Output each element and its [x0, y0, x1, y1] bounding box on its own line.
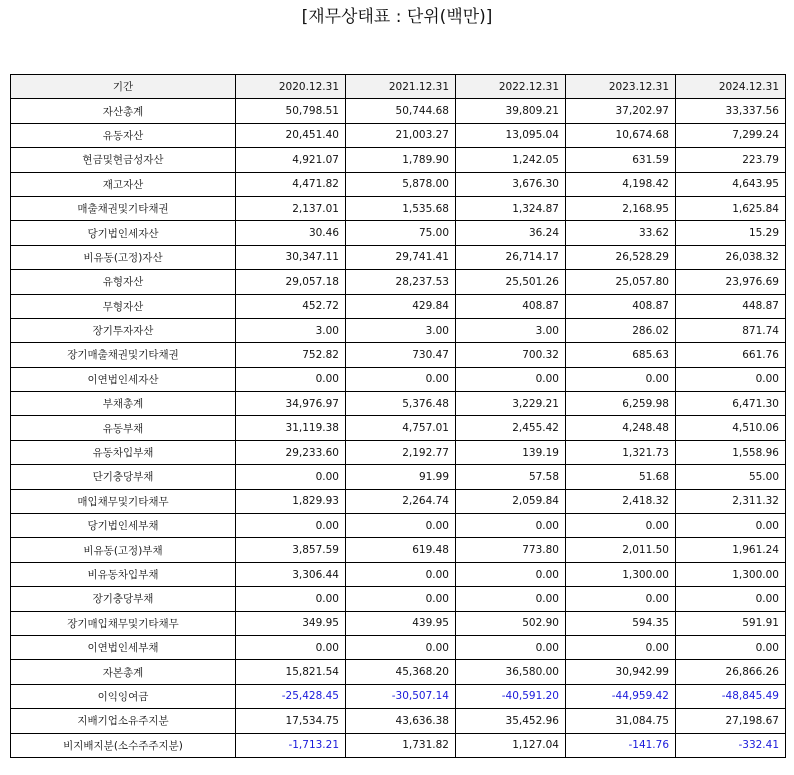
row-label: 유동자산 [11, 123, 236, 147]
row-value-2024: 26,038.32 [676, 245, 786, 269]
table-row [11, 587, 786, 611]
row-value-2021: 91.99 [346, 465, 456, 489]
row-value-2020: 50,798.51 [236, 99, 346, 123]
row-value-2022: 0.00 [456, 514, 566, 538]
row-value-2020: 15,821.54 [236, 660, 346, 684]
row-value-2020: 0.00 [236, 587, 346, 611]
table-row [11, 148, 786, 172]
table-row [11, 123, 786, 147]
table-row [11, 99, 786, 123]
row-value-2022: 1,242.05 [456, 148, 566, 172]
row-value-2020: 3,857.59 [236, 538, 346, 562]
row-value-2020: -25,428.45 [236, 684, 346, 708]
row-value-2023: 286.02 [566, 318, 676, 342]
row-value-2024: 6,471.30 [676, 392, 786, 416]
row-value-2022: 408.87 [456, 294, 566, 318]
row-value-2021: 1,535.68 [346, 196, 456, 220]
row-value-2020: 452.72 [236, 294, 346, 318]
row-value-2020: 3.00 [236, 318, 346, 342]
row-value-2023: 6,259.98 [566, 392, 676, 416]
row-value-2023: 631.59 [566, 148, 676, 172]
row-value-2021: 1,731.82 [346, 733, 456, 757]
row-label: 이연법인세부채 [11, 635, 236, 659]
row-value-2022: 39,809.21 [456, 99, 566, 123]
table-row [11, 172, 786, 196]
row-value-2024: 1,961.24 [676, 538, 786, 562]
row-value-2024: 4,643.95 [676, 172, 786, 196]
header-period-2024: 2024.12.31 [676, 75, 786, 99]
row-value-2021: 2,264.74 [346, 489, 456, 513]
row-value-2020: -1,713.21 [236, 733, 346, 757]
row-value-2023: 4,198.42 [566, 172, 676, 196]
page-title: [재무상태표 : 단위(백만)] [301, 7, 493, 27]
row-value-2020: 4,921.07 [236, 148, 346, 172]
row-value-2021: 28,237.53 [346, 270, 456, 294]
row-value-2020: 30,347.11 [236, 245, 346, 269]
row-label: 유동부채 [11, 416, 236, 440]
table-row [11, 489, 786, 513]
row-label: 지배기업소유주지분 [11, 709, 236, 733]
row-value-2024: 4,510.06 [676, 416, 786, 440]
table-row [11, 416, 786, 440]
row-label: 장기충당부채 [11, 587, 236, 611]
row-value-2021: 75.00 [346, 221, 456, 245]
row-label: 유동차입부채 [11, 440, 236, 464]
row-value-2024: 448.87 [676, 294, 786, 318]
row-value-2020: 3,306.44 [236, 562, 346, 586]
table-row [11, 440, 786, 464]
header-period-2020: 2020.12.31 [236, 75, 346, 99]
row-value-2021: 29,741.41 [346, 245, 456, 269]
row-value-2022: 773.80 [456, 538, 566, 562]
header-period-2021: 2021.12.31 [346, 75, 456, 99]
row-value-2021: 0.00 [346, 562, 456, 586]
row-value-2022: 36,580.00 [456, 660, 566, 684]
header-period-2022: 2022.12.31 [456, 75, 566, 99]
row-label: 무형자산 [11, 294, 236, 318]
row-value-2022: 0.00 [456, 562, 566, 586]
row-value-2021: 429.84 [346, 294, 456, 318]
row-value-2021: 619.48 [346, 538, 456, 562]
table-row [11, 343, 786, 367]
row-value-2021: 1,789.90 [346, 148, 456, 172]
row-value-2021: 439.95 [346, 611, 456, 635]
row-value-2023: 0.00 [566, 635, 676, 659]
table-row [11, 270, 786, 294]
row-value-2021: 5,376.48 [346, 392, 456, 416]
row-value-2024: 0.00 [676, 367, 786, 391]
table-row [11, 465, 786, 489]
row-value-2020: 29,233.60 [236, 440, 346, 464]
row-value-2022: 57.58 [456, 465, 566, 489]
row-value-2024: 33,337.56 [676, 99, 786, 123]
row-value-2023: -44,959.42 [566, 684, 676, 708]
row-value-2023: 33.62 [566, 221, 676, 245]
row-label: 자본총계 [11, 660, 236, 684]
table-row [11, 709, 786, 733]
row-label: 매입채무및기타채무 [11, 489, 236, 513]
row-value-2022: 3,676.30 [456, 172, 566, 196]
row-value-2024: 1,558.96 [676, 440, 786, 464]
row-value-2024: 2,311.32 [676, 489, 786, 513]
table-row [11, 294, 786, 318]
row-label: 당기법인세부채 [11, 514, 236, 538]
row-value-2024: 591.91 [676, 611, 786, 635]
row-value-2022: 35,452.96 [456, 709, 566, 733]
row-value-2024: 27,198.67 [676, 709, 786, 733]
row-value-2023: 1,300.00 [566, 562, 676, 586]
row-label: 현금및현금성자산 [11, 148, 236, 172]
row-value-2023: 0.00 [566, 367, 676, 391]
row-value-2024: 55.00 [676, 465, 786, 489]
row-value-2024: 871.74 [676, 318, 786, 342]
balance-sheet-table [10, 74, 786, 758]
row-label: 당기법인세자산 [11, 221, 236, 245]
row-value-2024: -48,845.49 [676, 684, 786, 708]
table-row [11, 367, 786, 391]
row-value-2021: 730.47 [346, 343, 456, 367]
row-value-2021: 4,757.01 [346, 416, 456, 440]
row-label: 매출채권및기타채권 [11, 196, 236, 220]
row-label: 비유동(고정)부채 [11, 538, 236, 562]
row-value-2023: 31,084.75 [566, 709, 676, 733]
row-value-2023: 0.00 [566, 587, 676, 611]
row-value-2022: 3.00 [456, 318, 566, 342]
row-value-2020: 30.46 [236, 221, 346, 245]
row-value-2022: 2,455.42 [456, 416, 566, 440]
row-value-2020: 4,471.82 [236, 172, 346, 196]
row-value-2023: 30,942.99 [566, 660, 676, 684]
row-value-2021: 43,636.38 [346, 709, 456, 733]
row-value-2022: 13,095.04 [456, 123, 566, 147]
row-label: 유형자산 [11, 270, 236, 294]
row-value-2020: 17,534.75 [236, 709, 346, 733]
row-value-2022: 1,127.04 [456, 733, 566, 757]
row-value-2022: 3,229.21 [456, 392, 566, 416]
row-value-2020: 349.95 [236, 611, 346, 635]
row-value-2024: -332.41 [676, 733, 786, 757]
row-value-2024: 661.76 [676, 343, 786, 367]
row-value-2020: 31,119.38 [236, 416, 346, 440]
row-label: 부채총계 [11, 392, 236, 416]
row-value-2020: 34,976.97 [236, 392, 346, 416]
table-row [11, 611, 786, 635]
row-value-2024: 0.00 [676, 587, 786, 611]
row-value-2023: 51.68 [566, 465, 676, 489]
row-value-2024: 1,300.00 [676, 562, 786, 586]
row-value-2020: 29,057.18 [236, 270, 346, 294]
table-row [11, 318, 786, 342]
row-label: 장기매입채무및기타채무 [11, 611, 236, 635]
table-row [11, 538, 786, 562]
row-value-2021: 3.00 [346, 318, 456, 342]
table-row [11, 562, 786, 586]
row-value-2021: 5,878.00 [346, 172, 456, 196]
row-value-2020: 0.00 [236, 635, 346, 659]
row-value-2024: 7,299.24 [676, 123, 786, 147]
row-value-2020: 0.00 [236, 367, 346, 391]
row-label: 비지배지분(소수주주지분) [11, 733, 236, 757]
row-value-2024: 23,976.69 [676, 270, 786, 294]
table-body [11, 99, 786, 758]
row-value-2024: 1,625.84 [676, 196, 786, 220]
row-value-2023: 685.63 [566, 343, 676, 367]
table-row [11, 684, 786, 708]
row-value-2024: 26,866.26 [676, 660, 786, 684]
row-value-2023: 408.87 [566, 294, 676, 318]
row-value-2020: 1,829.93 [236, 489, 346, 513]
row-value-2023: -141.76 [566, 733, 676, 757]
row-value-2023: 0.00 [566, 514, 676, 538]
row-value-2023: 37,202.97 [566, 99, 676, 123]
row-label: 비유동차입부채 [11, 562, 236, 586]
header-period-label: 기간 [11, 75, 236, 99]
row-value-2022: 700.32 [456, 343, 566, 367]
row-value-2023: 4,248.48 [566, 416, 676, 440]
row-value-2022: 0.00 [456, 635, 566, 659]
row-value-2022: 2,059.84 [456, 489, 566, 513]
row-value-2020: 2,137.01 [236, 196, 346, 220]
row-value-2020: 0.00 [236, 514, 346, 538]
table-row [11, 733, 786, 757]
table-row [11, 392, 786, 416]
row-value-2023: 2,168.95 [566, 196, 676, 220]
row-value-2022: 139.19 [456, 440, 566, 464]
row-value-2024: 0.00 [676, 635, 786, 659]
row-label: 재고자산 [11, 172, 236, 196]
row-value-2021: 0.00 [346, 367, 456, 391]
row-value-2024: 15.29 [676, 221, 786, 245]
row-value-2020: 20,451.40 [236, 123, 346, 147]
table-row [11, 660, 786, 684]
row-value-2022: 502.90 [456, 611, 566, 635]
row-value-2020: 0.00 [236, 465, 346, 489]
row-value-2024: 223.79 [676, 148, 786, 172]
row-label: 비유동(고정)자산 [11, 245, 236, 269]
row-value-2021: -30,507.14 [346, 684, 456, 708]
row-value-2023: 1,321.73 [566, 440, 676, 464]
row-value-2022: 25,501.26 [456, 270, 566, 294]
row-value-2021: 2,192.77 [346, 440, 456, 464]
row-value-2021: 0.00 [346, 635, 456, 659]
row-label: 단기충당부채 [11, 465, 236, 489]
row-label: 장기투자자산 [11, 318, 236, 342]
row-value-2022: 0.00 [456, 587, 566, 611]
row-value-2021: 45,368.20 [346, 660, 456, 684]
row-value-2021: 50,744.68 [346, 99, 456, 123]
row-value-2023: 10,674.68 [566, 123, 676, 147]
row-value-2021: 21,003.27 [346, 123, 456, 147]
row-value-2020: 752.82 [236, 343, 346, 367]
row-value-2023: 2,418.32 [566, 489, 676, 513]
table-row [11, 245, 786, 269]
row-value-2021: 0.00 [346, 514, 456, 538]
row-label: 장기매출채권및기타채권 [11, 343, 236, 367]
row-value-2022: 26,714.17 [456, 245, 566, 269]
row-value-2023: 2,011.50 [566, 538, 676, 562]
header-period-2023: 2023.12.31 [566, 75, 676, 99]
row-value-2023: 594.35 [566, 611, 676, 635]
row-value-2022: 1,324.87 [456, 196, 566, 220]
table-row [11, 514, 786, 538]
row-label: 이익잉여금 [11, 684, 236, 708]
table-row [11, 221, 786, 245]
table-row [11, 635, 786, 659]
row-value-2022: 36.24 [456, 221, 566, 245]
row-label: 이연법인세자산 [11, 367, 236, 391]
table-row [11, 196, 786, 220]
row-value-2022: -40,591.20 [456, 684, 566, 708]
row-value-2024: 0.00 [676, 514, 786, 538]
row-value-2022: 0.00 [456, 367, 566, 391]
row-value-2023: 25,057.80 [566, 270, 676, 294]
row-value-2021: 0.00 [346, 587, 456, 611]
header-row [11, 75, 786, 99]
row-label: 자산총계 [11, 99, 236, 123]
row-value-2023: 26,528.29 [566, 245, 676, 269]
